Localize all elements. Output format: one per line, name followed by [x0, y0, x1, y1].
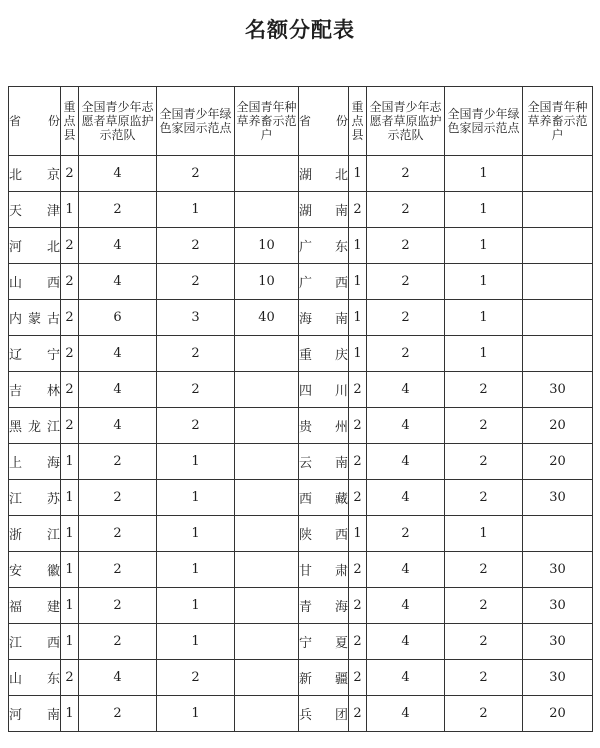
- volunteer-team-cell: 4: [79, 228, 157, 264]
- province-cell: 海南: [299, 300, 349, 336]
- grass-household-cell: 10: [235, 264, 299, 300]
- grass-household-cell: 10: [235, 228, 299, 264]
- grass-household-cell: 30: [523, 588, 593, 624]
- green-home-cell: 3: [157, 300, 235, 336]
- province-cell: 江苏: [9, 480, 61, 516]
- volunteer-team-cell: 4: [367, 660, 445, 696]
- green-home-cell: 1: [445, 336, 523, 372]
- province-cell: 云南: [299, 444, 349, 480]
- volunteer-team-cell: 2: [367, 156, 445, 192]
- green-home-cell: 2: [157, 660, 235, 696]
- green-home-cell: 1: [157, 552, 235, 588]
- volunteer-team-cell: 2: [367, 192, 445, 228]
- key-county-cell: 1: [61, 624, 79, 660]
- green-home-cell: 1: [157, 444, 235, 480]
- key-county-cell: 2: [349, 696, 367, 732]
- key-county-cell: 1: [61, 480, 79, 516]
- key-county-cell: 1: [61, 516, 79, 552]
- volunteer-team-cell: 4: [367, 444, 445, 480]
- table-header-row: [9, 87, 593, 156]
- grass-household-cell: [523, 300, 593, 336]
- key-county-cell: 2: [349, 552, 367, 588]
- province-cell: 广东: [299, 228, 349, 264]
- grass-household-cell: [235, 588, 299, 624]
- table-row: [9, 660, 593, 696]
- key-county-cell: 1: [349, 264, 367, 300]
- green-home-cell: 1: [445, 192, 523, 228]
- green-home-cell: 2: [445, 588, 523, 624]
- key-county-cell: 1: [61, 192, 79, 228]
- province-cell: 福建: [9, 588, 61, 624]
- province-cell: 广西: [299, 264, 349, 300]
- green-home-cell: 2: [445, 480, 523, 516]
- province-cell: 贵州: [299, 408, 349, 444]
- table-row: [9, 300, 593, 336]
- province-cell: 四川: [299, 372, 349, 408]
- green-home-cell: 1: [445, 300, 523, 336]
- province-cell: 天津: [9, 192, 61, 228]
- province-cell: 新疆: [299, 660, 349, 696]
- province-cell: 山西: [9, 264, 61, 300]
- header-province: 省 份: [299, 87, 349, 156]
- volunteer-team-cell: 2: [79, 192, 157, 228]
- province-cell: 辽宁: [9, 336, 61, 372]
- volunteer-team-cell: 6: [79, 300, 157, 336]
- volunteer-team-cell: 4: [79, 336, 157, 372]
- header-volunteer-team: 全国青少年志愿者草原监护示范队: [367, 87, 445, 156]
- volunteer-team-cell: 4: [79, 660, 157, 696]
- green-home-cell: 2: [157, 408, 235, 444]
- table-row: [9, 588, 593, 624]
- key-county-cell: 2: [61, 372, 79, 408]
- green-home-cell: 1: [445, 228, 523, 264]
- key-county-cell: 1: [61, 588, 79, 624]
- grass-household-cell: [235, 336, 299, 372]
- grass-household-cell: [235, 624, 299, 660]
- volunteer-team-cell: 4: [367, 624, 445, 660]
- grass-household-cell: 30: [523, 624, 593, 660]
- table-row: [9, 696, 593, 732]
- green-home-cell: 1: [445, 156, 523, 192]
- table-row: [9, 192, 593, 228]
- key-county-cell: 1: [349, 156, 367, 192]
- key-county-cell: 2: [61, 264, 79, 300]
- table-row: [9, 480, 593, 516]
- table-row: [9, 228, 593, 264]
- grass-household-cell: 20: [523, 408, 593, 444]
- province-cell: 甘肃: [299, 552, 349, 588]
- grass-household-cell: [523, 192, 593, 228]
- province-cell: 湖北: [299, 156, 349, 192]
- key-county-cell: 2: [349, 588, 367, 624]
- grass-household-cell: [235, 156, 299, 192]
- province-cell: 上海: [9, 444, 61, 480]
- grass-household-cell: [523, 264, 593, 300]
- key-county-cell: 2: [61, 300, 79, 336]
- volunteer-team-cell: 4: [367, 480, 445, 516]
- volunteer-team-cell: 2: [79, 444, 157, 480]
- province-cell: 内蒙古: [9, 300, 61, 336]
- key-county-cell: 2: [349, 444, 367, 480]
- green-home-cell: 1: [445, 516, 523, 552]
- table-row: [9, 372, 593, 408]
- grass-household-cell: 30: [523, 480, 593, 516]
- province-cell: 青海: [299, 588, 349, 624]
- header-volunteer-team: 全国青少年志愿者草原监护示范队: [79, 87, 157, 156]
- volunteer-team-cell: 4: [79, 156, 157, 192]
- grass-household-cell: [523, 516, 593, 552]
- green-home-cell: 2: [157, 156, 235, 192]
- green-home-cell: 1: [157, 516, 235, 552]
- grass-household-cell: 20: [523, 696, 593, 732]
- volunteer-team-cell: 4: [367, 372, 445, 408]
- province-cell: 河南: [9, 696, 61, 732]
- volunteer-team-cell: 2: [367, 516, 445, 552]
- volunteer-team-cell: 2: [79, 552, 157, 588]
- green-home-cell: 2: [157, 228, 235, 264]
- key-county-cell: 2: [349, 660, 367, 696]
- volunteer-team-cell: 4: [79, 372, 157, 408]
- volunteer-team-cell: 4: [367, 552, 445, 588]
- green-home-cell: 2: [157, 336, 235, 372]
- province-cell: 山东: [9, 660, 61, 696]
- province-cell: 吉林: [9, 372, 61, 408]
- grass-household-cell: [523, 156, 593, 192]
- key-county-cell: 2: [349, 624, 367, 660]
- grass-household-cell: [235, 516, 299, 552]
- key-county-cell: 1: [349, 228, 367, 264]
- volunteer-team-cell: 2: [367, 336, 445, 372]
- key-county-cell: 2: [349, 480, 367, 516]
- grass-household-cell: 20: [523, 444, 593, 480]
- green-home-cell: 1: [157, 624, 235, 660]
- table-row: [9, 552, 593, 588]
- key-county-cell: 1: [61, 552, 79, 588]
- header-key-county: 重点县: [61, 87, 79, 156]
- volunteer-team-cell: 2: [367, 264, 445, 300]
- green-home-cell: 1: [445, 264, 523, 300]
- province-cell: 宁夏: [299, 624, 349, 660]
- green-home-cell: 2: [445, 408, 523, 444]
- green-home-cell: 1: [157, 696, 235, 732]
- province-cell: 河北: [9, 228, 61, 264]
- table-row: [9, 264, 593, 300]
- header-province: 省 份: [9, 87, 61, 156]
- grass-household-cell: [235, 444, 299, 480]
- key-county-cell: 2: [349, 372, 367, 408]
- key-county-cell: 2: [349, 408, 367, 444]
- province-cell: 西藏: [299, 480, 349, 516]
- volunteer-team-cell: 2: [367, 300, 445, 336]
- volunteer-team-cell: 2: [79, 516, 157, 552]
- province-cell: 浙江: [9, 516, 61, 552]
- volunteer-team-cell: 4: [79, 408, 157, 444]
- key-county-cell: 1: [61, 444, 79, 480]
- grass-household-cell: [235, 552, 299, 588]
- green-home-cell: 2: [445, 660, 523, 696]
- green-home-cell: 1: [157, 192, 235, 228]
- key-county-cell: 2: [61, 228, 79, 264]
- key-county-cell: 2: [349, 192, 367, 228]
- header-key-county: 重点县: [349, 87, 367, 156]
- province-cell: 陕西: [299, 516, 349, 552]
- province-cell: 江西: [9, 624, 61, 660]
- key-county-cell: 2: [61, 156, 79, 192]
- grass-household-cell: [523, 336, 593, 372]
- green-home-cell: 2: [157, 264, 235, 300]
- grass-household-cell: [235, 372, 299, 408]
- province-cell: 兵团: [299, 696, 349, 732]
- key-county-cell: 1: [349, 336, 367, 372]
- province-cell: 黑龙江: [9, 408, 61, 444]
- grass-household-cell: [235, 660, 299, 696]
- header-green-home: 全国青少年绿色家园示范点: [157, 87, 235, 156]
- volunteer-team-cell: 4: [367, 408, 445, 444]
- key-county-cell: 2: [61, 660, 79, 696]
- grass-household-cell: 40: [235, 300, 299, 336]
- green-home-cell: 2: [445, 696, 523, 732]
- green-home-cell: 1: [157, 588, 235, 624]
- key-county-cell: 1: [349, 300, 367, 336]
- quota-table: [8, 86, 593, 732]
- table-row: [9, 444, 593, 480]
- green-home-cell: 1: [157, 480, 235, 516]
- province-cell: 湖南: [299, 192, 349, 228]
- green-home-cell: 2: [445, 552, 523, 588]
- green-home-cell: 2: [445, 444, 523, 480]
- volunteer-team-cell: 4: [79, 264, 157, 300]
- grass-household-cell: 30: [523, 372, 593, 408]
- key-county-cell: 2: [61, 336, 79, 372]
- grass-household-cell: [235, 408, 299, 444]
- volunteer-team-cell: 2: [79, 588, 157, 624]
- header-grass-household: 全国青年种草养畜示范户: [523, 87, 593, 156]
- volunteer-team-cell: 2: [79, 480, 157, 516]
- header-grass-household: 全国青年种草养畜示范户: [235, 87, 299, 156]
- grass-household-cell: 30: [523, 660, 593, 696]
- green-home-cell: 2: [445, 624, 523, 660]
- key-county-cell: 1: [61, 696, 79, 732]
- header-green-home: 全国青少年绿色家园示范点: [445, 87, 523, 156]
- volunteer-team-cell: 2: [79, 624, 157, 660]
- key-county-cell: 1: [349, 516, 367, 552]
- volunteer-team-cell: 2: [79, 696, 157, 732]
- table-row: [9, 336, 593, 372]
- volunteer-team-cell: 2: [367, 228, 445, 264]
- green-home-cell: 2: [445, 372, 523, 408]
- page-title: 名额分配表: [245, 17, 355, 42]
- province-cell: 重庆: [299, 336, 349, 372]
- table-row: [9, 408, 593, 444]
- table-row: [9, 156, 593, 192]
- volunteer-team-cell: 4: [367, 588, 445, 624]
- grass-household-cell: [235, 480, 299, 516]
- green-home-cell: 2: [157, 372, 235, 408]
- grass-household-cell: 30: [523, 552, 593, 588]
- table-row: [9, 624, 593, 660]
- key-county-cell: 2: [61, 408, 79, 444]
- grass-household-cell: [235, 696, 299, 732]
- table-row: [9, 516, 593, 552]
- province-cell: 安徽: [9, 552, 61, 588]
- grass-household-cell: [523, 228, 593, 264]
- volunteer-team-cell: 4: [367, 696, 445, 732]
- grass-household-cell: [235, 192, 299, 228]
- province-cell: 北京: [9, 156, 61, 192]
